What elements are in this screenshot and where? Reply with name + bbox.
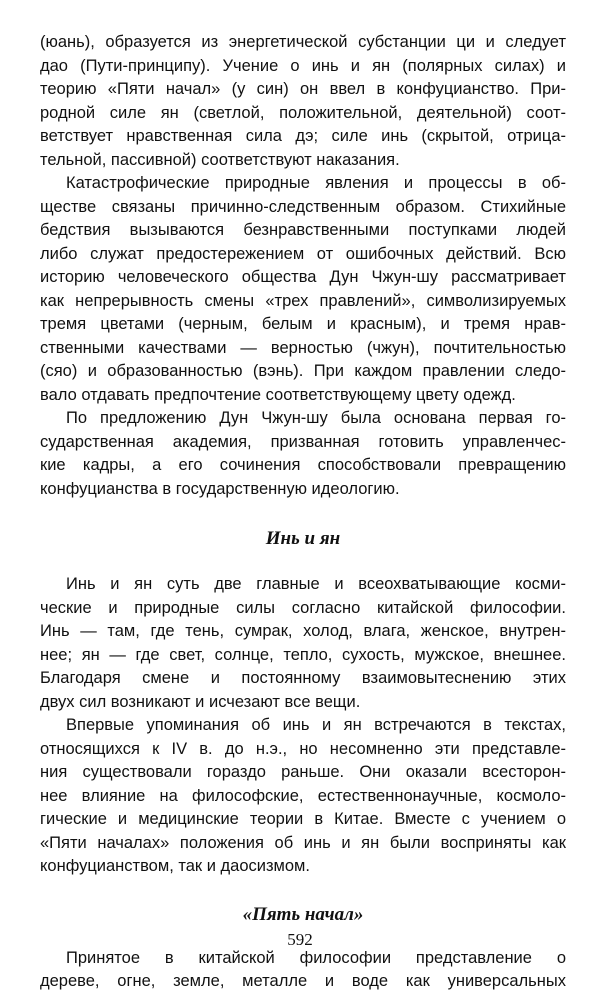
paragraph-2 <box>40 172 566 407</box>
text-line: Благодаря смене и постоянному взаимовытеснению этих <box>40 669 566 687</box>
paragraph-1 <box>40 31 566 172</box>
text-line: тремя цветами (черным, белым и красным), и тремя нрав- <box>40 315 566 333</box>
text-line: относящихся к IV в. до н.э., но несомненно эти представле- <box>40 739 566 758</box>
text-line: двух сил возникают и исчезают все вещи. <box>40 692 361 711</box>
text-line: конфуцианством, так и даосизмом. <box>40 857 310 875</box>
text-line: сударственная академия, призванная готовить управленчес- <box>40 432 566 451</box>
text-line: ществе связаны причинно-следственным образом. Стихийные <box>40 197 566 216</box>
text-line: ния существовали гораздо раньше. Они оказали всесторон- <box>40 763 566 781</box>
text-line: ственными качествами — верностью (чжун), почтительностью <box>40 338 566 357</box>
page-number: 592 <box>287 930 313 949</box>
text-line: родной силе ян (светлой, положительной, деятельной) соот- <box>40 103 566 122</box>
text-line: бедствия вызываются безнравственными поступками людей <box>40 221 566 239</box>
text-line: как непрерывность смены «трех правлений», символизируемых <box>40 291 566 310</box>
text-line: теорию «Пяти начал» (у син) он ввел в конфуцианство. При- <box>40 80 566 98</box>
text-line: ветствует нравственная сила дэ; силе инь (скрытой, отрица- <box>40 127 566 145</box>
text-line: Впервые упоминания об инь и ян встречаются в текстах, <box>66 716 566 734</box>
section-heading-five-elements: «Пять начал» <box>242 903 364 925</box>
text-line: По предложению Дун Чжун-шу была основана первая го- <box>66 409 566 427</box>
paragraph-6 <box>40 947 566 994</box>
text-line: (сяо) и образованностью (вэнь). При каждом правлении следо- <box>40 362 566 380</box>
text-line: дао (Пути-принципу). Учение о инь и ян (полярных силах) и <box>40 56 566 75</box>
text-line: конфуцианства в государственную идеологию. <box>40 479 400 498</box>
paragraph-4 <box>40 573 566 714</box>
paragraph-5 <box>40 714 566 879</box>
text-line: Инь и ян суть две главные и всеохватывающие косми- <box>66 575 566 593</box>
text-line: Инь — там, где тень, сумрак, холод, влага, женское, внутрен- <box>40 622 566 640</box>
paragraph-3 <box>40 407 566 501</box>
text-line: Принятое в китайской философии представление о <box>66 948 566 967</box>
text-line: дереве, огне, земле, металле и воде как универсальных <box>40 972 566 990</box>
text-line: нее влияние на философские, естественнонаучные, космоло- <box>40 786 566 805</box>
section-heading-yin-yang: Инь и ян <box>265 528 341 549</box>
text-line: (юань), образуется из энергетической субстанции ци и следует <box>40 33 566 51</box>
text-line: тельной, пассивной) соответствуют наказания. <box>40 150 400 169</box>
text-line: нее; ян — где свет, солнце, тепло, сухость, мужское, внешнее. <box>40 645 566 664</box>
text-line: вало отдавать предпочтение соответствующему цвету одежд. <box>40 385 516 404</box>
text-line: гические и медицинские теории в Китае. Вместе с учением о <box>40 810 566 828</box>
text-line: Катастрофические природные явления и процессы в об- <box>66 174 566 192</box>
page-content <box>40 31 566 994</box>
text-line: ческие и природные силы согласно китайской философии. <box>40 598 566 617</box>
text-line: либо служат предостережением от ошибочных действий. Всю <box>40 244 566 263</box>
text-line: «Пяти началах» положения об инь и ян были восприняты как <box>40 833 566 852</box>
text-line: историю человеческого общества Дун Чжун-шу рассматривает <box>40 268 566 286</box>
text-line: кие кадры, а его сочинения способствовали превращению <box>40 456 566 474</box>
